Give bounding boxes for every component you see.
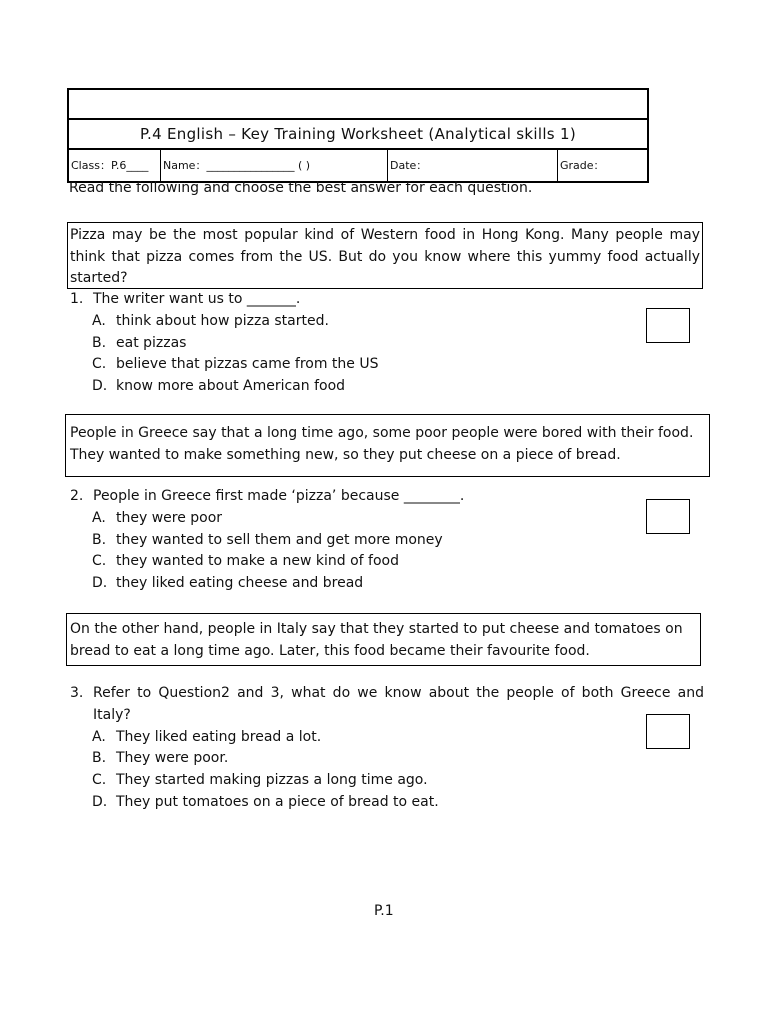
question-text: People in Greece first made ‘pizza’ because ________. <box>93 488 465 504</box>
question-text: Refer to Question2 and 3, what do we know about the people of both Greece and Italy? <box>93 685 704 723</box>
grade-field: Grade： <box>560 159 605 172</box>
page-number: P.1 <box>374 903 394 919</box>
passage-1: Pizza may be the most popular kind of Western food in Hong Kong. Many people may think that pizza comes from the US. But do you know where this yummy food actually started? <box>67 222 703 289</box>
option-text: believe that pizzas came from the US <box>116 356 379 373</box>
question-text: The writer want us to _______. <box>93 291 301 307</box>
answer-box-1[interactable] <box>646 308 690 343</box>
option-text: They were poor. <box>116 750 229 767</box>
question-number: 3. <box>70 685 84 701</box>
option-letter: A. <box>92 728 106 745</box>
option-text: they liked eating cheese and bread <box>116 575 364 592</box>
option-b <box>70 333 670 355</box>
option-text: they were poor <box>116 509 223 526</box>
option-a <box>70 508 670 530</box>
question-1 <box>70 289 670 398</box>
question-number: 2. <box>70 488 84 504</box>
option-letter: D. <box>92 793 108 810</box>
passage-2: People in Greece say that a long time ago, some poor people were bored with their food. They wanted to make something new, so they put cheese on a piece of bread. <box>65 414 710 477</box>
answer-box-3[interactable] <box>646 714 690 749</box>
date-field[interactable]: Date： <box>388 150 558 181</box>
option-letter: C. <box>92 356 107 373</box>
option-c <box>70 354 670 376</box>
question-3 <box>70 683 704 814</box>
option-letter: A. <box>92 312 106 329</box>
option-text: They put tomatoes on a piece of bread to eat. <box>116 793 439 810</box>
option-a <box>70 727 704 749</box>
option-text: they wanted to make a new kind of food <box>116 553 399 570</box>
option-letter: B. <box>92 334 107 351</box>
name-field[interactable]: Name：________________ ( ) <box>161 150 388 181</box>
worksheet-title: P.4 English – Key Training Worksheet (Analytical skills 1) <box>69 120 647 150</box>
option-text: think about how pizza started. <box>116 312 329 329</box>
option-letter: D. <box>92 378 108 395</box>
class-field[interactable]: Class：P.6____ <box>69 150 161 181</box>
option-a <box>70 311 670 333</box>
answer-box-2[interactable] <box>646 499 690 534</box>
option-letter: B. <box>92 750 107 767</box>
option-c <box>70 551 670 573</box>
option-letter: D. <box>92 575 108 592</box>
option-letter: C. <box>92 772 107 789</box>
student-info-row <box>69 150 647 181</box>
option-b <box>70 530 670 552</box>
option-text: They started making pizzas a long time ago. <box>116 772 428 789</box>
option-text: they wanted to sell them and get more money <box>116 531 443 548</box>
option-text: know more about American food <box>116 378 346 395</box>
option-d <box>70 573 670 595</box>
option-letter: A. <box>92 509 106 526</box>
header-blank-row <box>69 90 647 120</box>
option-text: They liked eating bread a lot. <box>116 728 322 745</box>
option-b <box>70 748 704 770</box>
worksheet-header <box>67 88 649 183</box>
option-text: eat pizzas <box>116 334 187 351</box>
option-letter: B. <box>92 531 107 548</box>
option-d <box>70 792 704 814</box>
option-d <box>70 376 670 398</box>
instruction-text: Read the following and choose the best answer for each question. <box>69 180 533 196</box>
option-c <box>70 770 704 792</box>
passage-3: On the other hand, people in Italy say that they started to put cheese and tomatoes on bread to eat a long time ago. Later, this food became their favourite food. <box>66 613 701 666</box>
question-number: 1. <box>70 291 84 307</box>
question-2 <box>70 486 670 595</box>
option-letter: C. <box>92 553 107 570</box>
